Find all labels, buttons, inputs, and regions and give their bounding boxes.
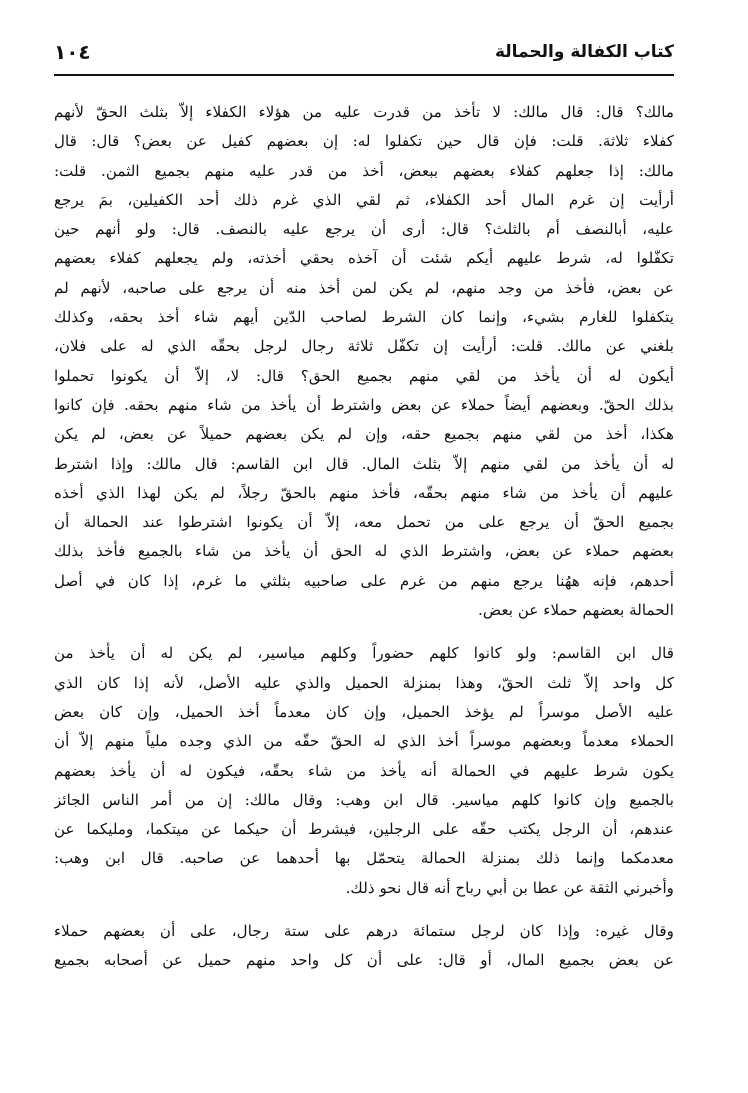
text-line: بجميع الحقّ أن يرجع على من تحمل معه، إلاّ أن يكونوا اشترطوا عند الحمالة أن xyxy=(54,513,674,532)
text-line: الحمالة بعضهم حملاء عن بعض. xyxy=(478,601,674,620)
text-line: هكذا، أخذ من لقي منهم بجميع حقه، وإن لم يكن بعضهم حميلاً عن بعض، لم يكن xyxy=(54,425,674,444)
text-line: مالك؟ قال: قال مالك: لا تأخذ من قدرت عليه من هؤلاء الكفلاء إلاّ بثلث الحقّ لأنهم xyxy=(54,103,674,121)
text-line: عندهم، أن الرجل يكتب حقّه على الرجلين، فيشرط أن حيكما عن ميتكما، ومليكما عن xyxy=(54,820,674,839)
text-line: قال ابن القاسم: ولو كانوا كلهم حضوراً وكلهم مياسير، لم يكن له أن يأخذ من xyxy=(54,644,674,663)
text-line: أرأيت إن غرم المال أحد الكفلاء، ثم لقي الذي غرم ذلك أحد الكفيلين، بمَ يرجع xyxy=(54,190,674,209)
paragraph-2 xyxy=(54,639,674,903)
book-page xyxy=(54,40,674,976)
text-line: عليه الأصل موسراً لم يؤخذ الحميل، وإن كان معدماً أخذ الحميل، وإن كان بعض xyxy=(54,702,674,721)
text-line: معدمكما وإنما ذلك بمنزلة الحمالة يتحمّل بها أحدهما عن صاحبه. قال ابن وهب: xyxy=(54,849,674,868)
text-line: عن بعض، فأخذ من وجد منهم، لم يكن لمن أخذ منه أن يرجع على صاحبه، لأنهم لم xyxy=(54,278,674,297)
text-line: الحملاء معدماً وبعضهم موسراً أخذ الذي له الحقّ حقّه من الذي وجده ملياً منهم إلاّ أن xyxy=(54,732,674,751)
text-line: يتكفلوا للغارم بشيء، وإنما كان الشرط لصاحب الدّين أيهم شاء أخذ بحقه، وكذلك xyxy=(54,308,674,327)
text-line: أحدهم، فإنه ههُنا يرجع منهم من غرم على صاحبيه بثلثي ما غرم، إذا كان في أصل xyxy=(54,571,674,590)
page-header xyxy=(54,40,674,76)
text-line: كل واحد إلاّ ثلث الحقّ، وهذا بمنزلة الحميل والذي عليه الأصل، لأنه إذا كان الذي xyxy=(54,673,674,692)
page-number: ١٠٤ xyxy=(54,40,91,64)
text-line: بذلك الحقّ. وبعضهم أيضاً حملاء عن بعض واشترط أن يأخذ من شاء منهم بحقه. فإن كانوا xyxy=(54,395,674,414)
text-line: له أن يأخذ من لقي منهم إلاّ بثلث المال. قال ابن القاسم: قال مالك: وإذا اشترط xyxy=(54,454,674,473)
text-line: وأخبرني الثقة عن عطا بن أبي رباح أنه قال نحو ذلك. xyxy=(345,878,674,897)
text-line: كفلاء ثلاثة. قلت: فإن قال حين تكفلوا له: إن بعضهم كفيل عن بعض؟ قال: قال xyxy=(54,132,674,151)
text-line: يكون شرط عليهم في الحمالة أنه يأخذ من شاء بحقّه، فيكون له أن يأخذ بعضهم xyxy=(54,761,674,780)
text-line: عن بعض بجميع المال، أو قال: على أن كل واحد منهم حميل عن أصحابه بجميع xyxy=(54,951,674,970)
running-title: كتاب الكفالة والحمالة xyxy=(494,42,674,62)
text-line: عليهم أن يأخذ من شاء منهم بحقّه، فأخذ منهم بالحقّ رجلاً، لم يكن لهذا الذي أخذه xyxy=(54,483,674,502)
paragraph-1 xyxy=(54,98,674,625)
text-line: عليه، أبالنصف أم بالثلث؟ قال: أرى أن يرجع عليه بالنصف. قال: ولو أنهم حين xyxy=(54,220,674,239)
text-line: وقال غيره: وإذا كان لرجل ستمائة درهم على ستة رجال، على أن بعضهم حملاء xyxy=(54,922,674,941)
text-line: مالك: إذا جعلهم كفلاء بعضهم ببعض، أخذ من قدر عليه منهم بجميع الثمن. قلت: xyxy=(54,161,674,180)
text-line: بلغني عن مالك. قلت: أرأيت إن تكفّل ثلاثة رجال لرجل بحقّه الذي له على فلان، xyxy=(54,337,674,356)
paragraph-3 xyxy=(54,917,674,976)
text-line: بالجميع وإن كانوا كلهم مياسير. قال ابن وهب: وقال مالك: إن من أمر الناس الجائز xyxy=(54,790,674,809)
text-line: أيكون له أن يأخذ من لقي منهم بجميع الحق؟ قال: لا، إلاّ أن يكونوا تحملوا xyxy=(54,366,674,385)
body-text xyxy=(54,98,674,976)
text-line: تكفّلوا له، شرط عليهم أيكم شئت أن آخذه بحقي أخذته، ولم يجعلهم كفلاء بعضهم xyxy=(54,249,674,268)
text-line: بعضهم حملاء عن بعض، واشترط الذي له الحق أن يأخذ من شاء بالجميع فأخذ بذلك xyxy=(54,542,674,561)
